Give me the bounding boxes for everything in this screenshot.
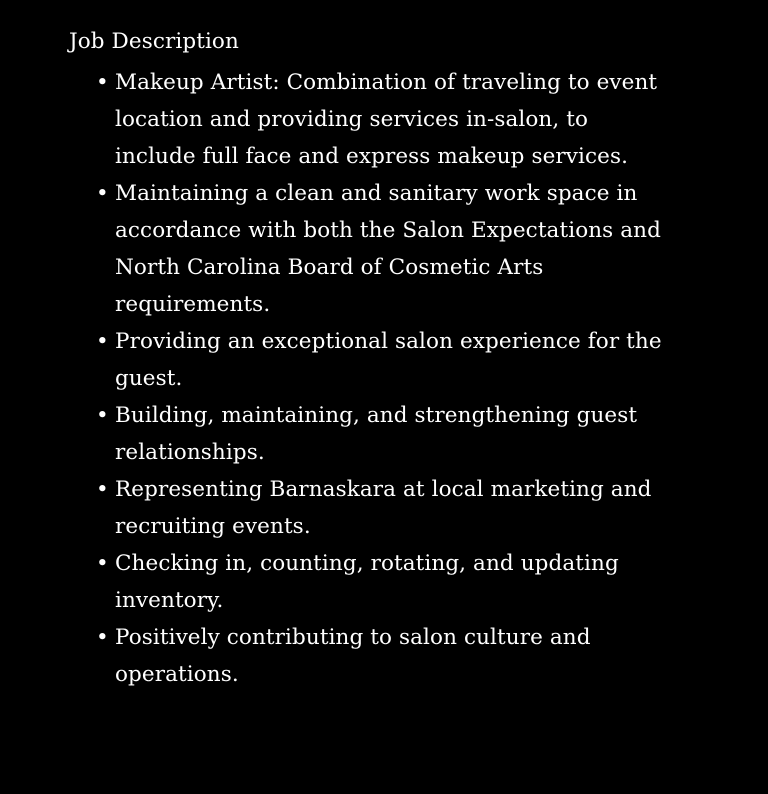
list-item	[69, 397, 669, 471]
section-heading: Job Description	[69, 29, 239, 54]
list-item	[69, 323, 669, 397]
list-item	[69, 619, 669, 693]
list-item-text: Positively contributing to salon culture and operations.	[115, 625, 591, 687]
bullet-icon: •	[96, 181, 109, 206]
list-item-text: Checking in, counting, rotating, and updating inventory.	[115, 551, 619, 613]
list-item-text: Providing an exceptional salon experience for the guest.	[115, 329, 662, 391]
list-item-text: Makeup Artist: Combination of traveling to event location and providing services in-salon, to include full face and express makeup services.	[115, 70, 658, 169]
bullet-icon: •	[96, 551, 109, 576]
bullet-icon: •	[96, 477, 109, 502]
list-item	[69, 175, 669, 323]
list-item	[69, 64, 669, 175]
list-item-text: Representing Barnaskara at local marketing and recruiting events.	[115, 477, 652, 539]
bullet-icon: •	[96, 329, 109, 354]
list-item	[69, 545, 669, 619]
bullet-icon: •	[96, 403, 109, 428]
duties-list	[69, 64, 669, 693]
bullet-icon: •	[96, 625, 109, 650]
list-item	[69, 471, 669, 545]
bullet-icon: •	[96, 70, 109, 95]
list-item-text: Maintaining a clean and sanitary work space in accordance with both the Salon Expectations and North Carolina Board of Cosmetic Arts requirements.	[115, 181, 661, 317]
list-item-text: Building, maintaining, and strengthening guest relationships.	[115, 403, 638, 465]
